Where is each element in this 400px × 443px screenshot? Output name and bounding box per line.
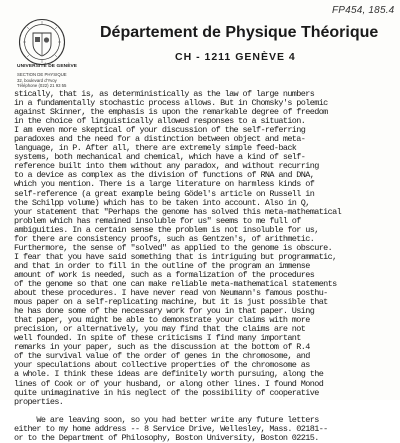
street-address: 32, boulevard d'Yvoy (17, 77, 57, 83)
text-line: I am even more skeptical of your discussion of the self-referring (14, 125, 306, 136)
text-line: stically, that is, as deterministically as the law of large numbers (14, 89, 315, 99)
text-line: for there are consistency proofs, such as Gentzen's, of arithmetic. (14, 233, 315, 244)
text-line: I fear that you have said something that is intriguing but programmatic, (14, 251, 337, 262)
text-line: a whole. I think these ideas are definitely worth pursuing, along the (14, 369, 324, 380)
text-line: remarks in your paper, such as the discussion at the bottom of R.4 (14, 342, 310, 353)
text-line: well founded. In spite of these criticisms I find many important (14, 333, 301, 344)
department-title: Département de Physique Théorique (100, 24, 379, 41)
handwritten-annotation: FP454, 185.4 (332, 5, 395, 16)
text-line: of the genome so that one can make reliable meta-mathematical statements (14, 278, 337, 289)
text-line: reference built into them without any paradox, and without recurring (14, 161, 319, 172)
university-name: UNIVERSITÉ DE GENÈVE (17, 64, 78, 69)
text-line: your statement that "Perhaps the genome has solved this meta-mathematical (14, 206, 342, 217)
text-line: and that in order to fill in the outline of the program an immense (14, 260, 310, 271)
department-address (17, 72, 87, 89)
text-line: paradoxes and the need for a distinction between object and meta- (14, 134, 306, 145)
text-line: mous paper on a self-replicating machine, but it is just possible that (14, 297, 328, 308)
text-line: or to the Department of Philosophy, Boston University, Boston 02215. (14, 432, 319, 443)
university-seal-icon (18, 18, 66, 66)
text-line: We are leaving soon, so you had better write any future letters (14, 414, 319, 425)
text-line: ambiguities. In a certain sense the problem is not insoluble for us, (14, 224, 319, 235)
text-line: your speculations about collective properties of the chromosome as (14, 360, 310, 371)
text-line: Furthermore, the sense of "solved" as applied to the genome is obscure. (14, 242, 333, 253)
text-line: self-reference (a great example being Gödel's article on Russell in (14, 188, 315, 199)
text-line: he has done some of the necessary work for you in that paper. Using (14, 306, 315, 317)
text-line: systems, both mechanical and chemical, which have a kind of self- (14, 152, 306, 163)
text-line: against Skinner, the emphasis is upon the remarkable degree of freedom (14, 107, 328, 118)
text-line: about these procedures. I have never read von Neumann's famous posthu- (14, 288, 328, 299)
text-line: the Schilpp volume) which has to be taken into account. Also in Q, (14, 197, 310, 208)
text-line: in a fundamentally stochastic process allows. But in Chomsky's polemic (14, 98, 328, 109)
text-line: to a device as complex as the division of functions of RNA and DNA, (14, 170, 315, 181)
letter-body (14, 89, 396, 443)
text-line: amount of work is needed, such as a formalization of the procedures (14, 269, 315, 280)
text-line: that paper, you might be able to demonstrate your claims with more (14, 315, 310, 326)
city-postcode: CH - 1211 GENÈVE 4 (175, 51, 296, 63)
telephone-number: Téléphone (022) 21 93 55 (17, 83, 67, 89)
text-line: which you mention. There is a large literature on harmless kinds of (14, 179, 315, 190)
text-line: in the choice of linguistically allowed responses to a situation. (14, 116, 306, 127)
text-line: quite unimaginative in his neglect of the possibility of cooperative (14, 387, 319, 398)
text-line: language, in P. After all, there are extremely simple feed-back (14, 143, 297, 154)
section-name: SECTION DE PHYSIQUE (17, 72, 67, 77)
text-line: either to my home address -- 8 Service Drive, Wellesley, Mass. 02181-- (14, 423, 328, 434)
text-line: lines of Cook or of your husband, or along other lines. I found Monod (14, 378, 324, 389)
text-line: of the survival value of the order of genes in the chromosome, and (14, 351, 310, 362)
text-line: precision, or alternatively, you may find that the claims are not (14, 324, 306, 335)
text-line: problem which has remained insoluble for us" seems to me full of (14, 215, 301, 226)
text-line: properties. (14, 396, 64, 407)
